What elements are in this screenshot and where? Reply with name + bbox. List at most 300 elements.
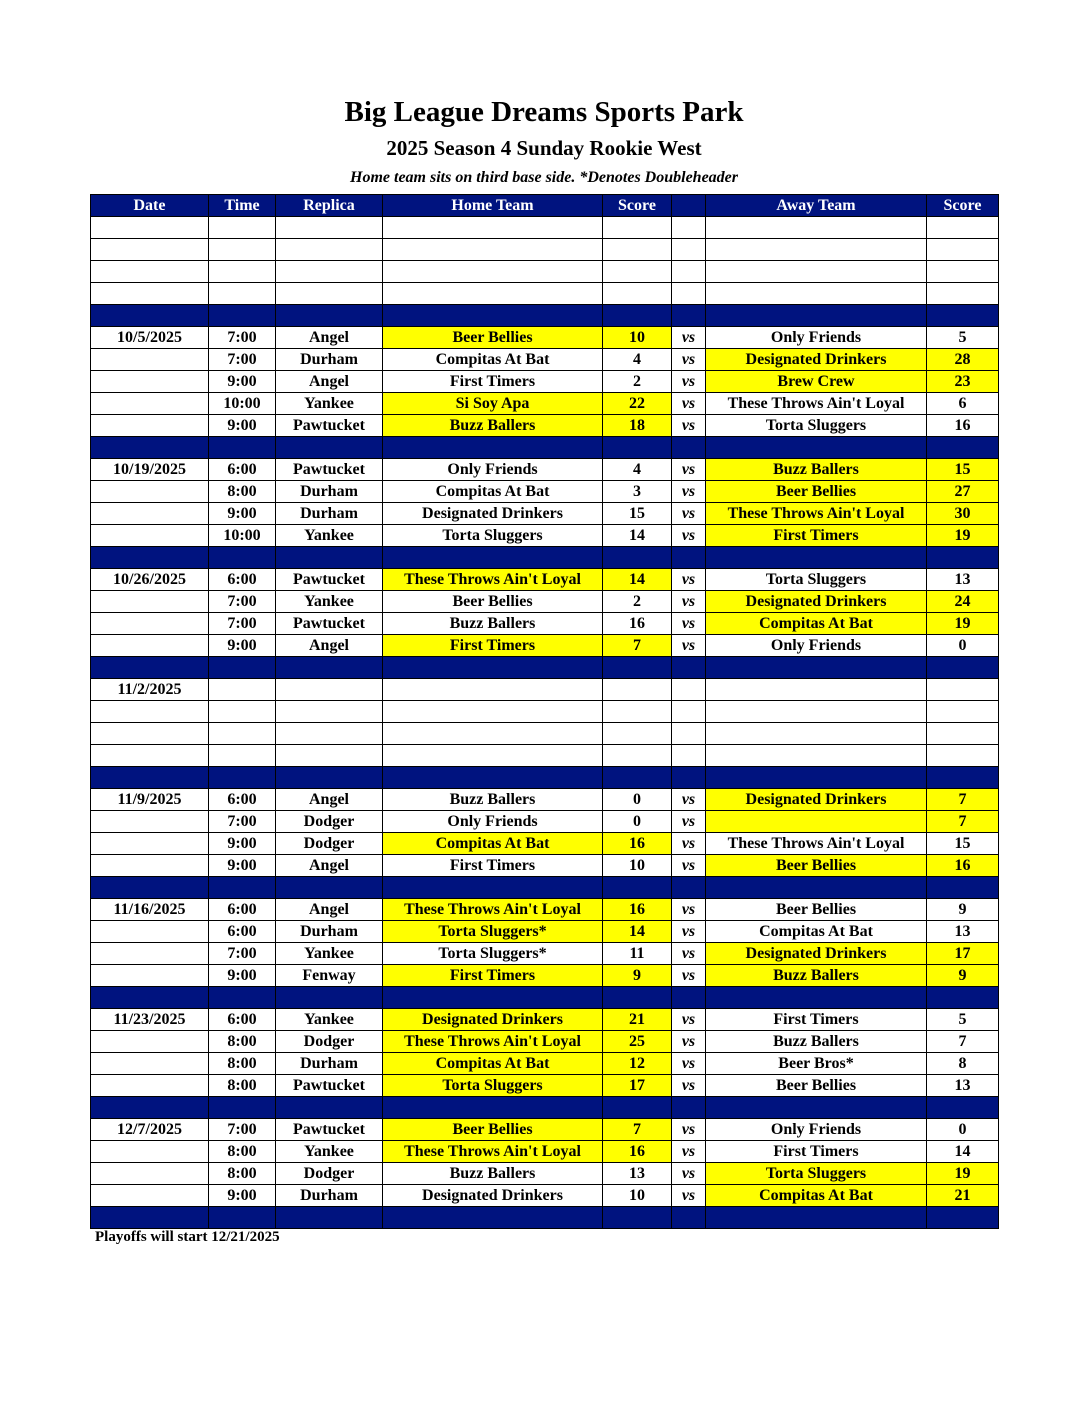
page-subtitle: 2025 Season 4 Sunday Rookie West: [386, 136, 702, 160]
away-score-cell: [927, 305, 999, 327]
replica-cell: Dodger: [276, 1163, 383, 1185]
replica-cell: [276, 283, 383, 305]
date-cell: [91, 503, 209, 525]
game-row: [91, 613, 999, 635]
home-team-cell: Designated Drinkers: [383, 1185, 603, 1207]
away-team-cell: Compitas At Bat: [706, 921, 927, 943]
away-team-cell: Only Friends: [706, 1119, 927, 1141]
date-cell: [91, 635, 209, 657]
home-score-cell: 18: [603, 415, 672, 437]
replica-cell: Pawtucket: [276, 1075, 383, 1097]
date-cell: [91, 657, 209, 679]
home-team-cell: [383, 723, 603, 745]
away-team-cell: [706, 261, 927, 283]
time-cell: [209, 547, 276, 569]
vs-cell: vs: [672, 613, 706, 635]
vs-cell: [672, 1097, 706, 1119]
game-row: [91, 459, 999, 481]
time-cell: [209, 657, 276, 679]
home-score-cell: [603, 437, 672, 459]
replica-cell: [276, 217, 383, 239]
away-team-cell: [706, 239, 927, 261]
blank-row: [91, 701, 999, 723]
week-separator-row: [91, 1097, 999, 1119]
replica-cell: Durham: [276, 481, 383, 503]
schedule-body: [91, 217, 999, 1229]
home-team-cell: Designated Drinkers: [383, 503, 603, 525]
home-team-cell: [383, 767, 603, 789]
away-score-cell: [927, 1097, 999, 1119]
home-score-cell: [603, 239, 672, 261]
date-cell: [91, 965, 209, 987]
game-row: [91, 921, 999, 943]
home-score-cell: 10: [603, 327, 672, 349]
time-cell: 9:00: [209, 965, 276, 987]
away-score-cell: 6: [927, 393, 999, 415]
away-team-cell: Beer Bellies: [706, 481, 927, 503]
vs-cell: [672, 877, 706, 899]
header-home-team: Home Team: [383, 195, 603, 217]
away-team-cell: Torta Sluggers: [706, 415, 927, 437]
vs-cell: [672, 437, 706, 459]
away-score-cell: 14: [927, 1141, 999, 1163]
vs-cell: [672, 261, 706, 283]
replica-cell: Pawtucket: [276, 613, 383, 635]
vs-cell: vs: [672, 393, 706, 415]
home-score-cell: 12: [603, 1053, 672, 1075]
vs-cell: [672, 283, 706, 305]
game-row: [91, 789, 999, 811]
replica-cell: Angel: [276, 899, 383, 921]
blank-row: [91, 283, 999, 305]
away-score-cell: 9: [927, 965, 999, 987]
replica-cell: [276, 679, 383, 701]
vs-cell: [672, 723, 706, 745]
away-score-cell: [927, 437, 999, 459]
home-team-cell: [383, 987, 603, 1009]
replica-cell: Pawtucket: [276, 1119, 383, 1141]
replica-cell: Angel: [276, 855, 383, 877]
date-cell: [91, 723, 209, 745]
home-score-cell: 3: [603, 481, 672, 503]
date-cell: [91, 1097, 209, 1119]
time-cell: 8:00: [209, 1053, 276, 1075]
home-team-cell: Buzz Ballers: [383, 415, 603, 437]
away-team-cell: [706, 437, 927, 459]
away-team-cell: [706, 811, 927, 833]
header-away-team: Away Team: [706, 195, 927, 217]
away-score-cell: 7: [927, 1031, 999, 1053]
away-team-cell: [706, 877, 927, 899]
away-team-cell: Beer Bellies: [706, 1075, 927, 1097]
vs-cell: vs: [672, 789, 706, 811]
home-score-cell: 16: [603, 613, 672, 635]
date-cell: [91, 305, 209, 327]
time-cell: 8:00: [209, 1141, 276, 1163]
home-score-cell: [603, 261, 672, 283]
home-team-cell: Compitas At Bat: [383, 481, 603, 503]
home-team-cell: [383, 239, 603, 261]
home-team-cell: Buzz Ballers: [383, 613, 603, 635]
replica-cell: [276, 987, 383, 1009]
date-cell: 12/7/2025: [91, 1119, 209, 1141]
week-separator-row: [91, 305, 999, 327]
away-team-cell: Beer Bellies: [706, 899, 927, 921]
away-score-cell: 30: [927, 503, 999, 525]
replica-cell: [276, 547, 383, 569]
away-team-cell: [706, 723, 927, 745]
replica-cell: Angel: [276, 327, 383, 349]
game-row: [91, 1009, 999, 1031]
date-cell: 11/2/2025: [91, 679, 209, 701]
vs-cell: [672, 217, 706, 239]
home-score-cell: 16: [603, 1141, 672, 1163]
away-score-cell: 0: [927, 635, 999, 657]
vs-cell: [672, 745, 706, 767]
away-score-cell: [927, 1207, 999, 1229]
date-cell: [91, 437, 209, 459]
away-score-cell: [927, 547, 999, 569]
date-cell: [91, 261, 209, 283]
date-cell: [91, 767, 209, 789]
home-team-cell: First Timers: [383, 855, 603, 877]
away-team-cell: These Throws Ain't Loyal: [706, 503, 927, 525]
vs-cell: vs: [672, 415, 706, 437]
time-cell: [209, 987, 276, 1009]
vs-cell: vs: [672, 1119, 706, 1141]
replica-cell: Yankee: [276, 525, 383, 547]
game-row: [91, 327, 999, 349]
home-score-cell: 2: [603, 591, 672, 613]
vs-cell: vs: [672, 459, 706, 481]
away-score-cell: 9: [927, 899, 999, 921]
week-separator-row: [91, 547, 999, 569]
replica-cell: Yankee: [276, 1009, 383, 1031]
replica-cell: Durham: [276, 349, 383, 371]
date-cell: [91, 1075, 209, 1097]
game-row: [91, 1163, 999, 1185]
away-team-cell: [706, 767, 927, 789]
away-team-cell: Beer Bros*: [706, 1053, 927, 1075]
game-row: [91, 1141, 999, 1163]
time-cell: [209, 437, 276, 459]
home-score-cell: 7: [603, 635, 672, 657]
home-team-cell: These Throws Ain't Loyal: [383, 899, 603, 921]
vs-cell: [672, 305, 706, 327]
home-team-cell: [383, 701, 603, 723]
home-team-cell: Si Soy Apa: [383, 393, 603, 415]
replica-cell: Dodger: [276, 811, 383, 833]
time-cell: 6:00: [209, 459, 276, 481]
vs-cell: vs: [672, 921, 706, 943]
game-row: [91, 371, 999, 393]
away-score-cell: 8: [927, 1053, 999, 1075]
away-score-cell: [927, 239, 999, 261]
date-cell: 10/19/2025: [91, 459, 209, 481]
game-row: [91, 635, 999, 657]
vs-cell: vs: [672, 481, 706, 503]
blank-row: [91, 261, 999, 283]
home-team-cell: Torta Sluggers*: [383, 943, 603, 965]
away-score-cell: [927, 745, 999, 767]
week-separator-row: [91, 767, 999, 789]
game-row: [91, 525, 999, 547]
replica-cell: Angel: [276, 789, 383, 811]
vs-cell: vs: [672, 503, 706, 525]
home-score-cell: 14: [603, 921, 672, 943]
time-cell: 6:00: [209, 921, 276, 943]
home-team-cell: Torta Sluggers*: [383, 921, 603, 943]
vs-cell: vs: [672, 943, 706, 965]
away-score-cell: 0: [927, 1119, 999, 1141]
away-team-cell: Designated Drinkers: [706, 591, 927, 613]
game-row: [91, 1031, 999, 1053]
date-cell: [91, 239, 209, 261]
replica-cell: Dodger: [276, 1031, 383, 1053]
game-row: [91, 1119, 999, 1141]
home-score-cell: [603, 1207, 672, 1229]
vs-cell: vs: [672, 1141, 706, 1163]
date-cell: [91, 591, 209, 613]
replica-cell: Pawtucket: [276, 569, 383, 591]
vs-cell: [672, 1207, 706, 1229]
header-date: Date: [91, 195, 209, 217]
replica-cell: Angel: [276, 635, 383, 657]
date-cell: [91, 1031, 209, 1053]
time-cell: 9:00: [209, 855, 276, 877]
away-team-cell: Buzz Ballers: [706, 1031, 927, 1053]
away-team-cell: [706, 679, 927, 701]
date-cell: [91, 481, 209, 503]
home-team-cell: [383, 305, 603, 327]
time-cell: 9:00: [209, 635, 276, 657]
time-cell: 6:00: [209, 1009, 276, 1031]
home-score-cell: 7: [603, 1119, 672, 1141]
vs-cell: vs: [672, 591, 706, 613]
vs-cell: vs: [672, 371, 706, 393]
date-cell: [91, 547, 209, 569]
replica-cell: [276, 305, 383, 327]
home-team-cell: Beer Bellies: [383, 591, 603, 613]
home-team-cell: First Timers: [383, 635, 603, 657]
home-score-cell: [603, 987, 672, 1009]
away-team-cell: [706, 657, 927, 679]
home-team-cell: These Throws Ain't Loyal: [383, 1031, 603, 1053]
away-team-cell: Torta Sluggers: [706, 569, 927, 591]
away-score-cell: [927, 877, 999, 899]
vs-cell: [672, 679, 706, 701]
away-score-cell: 7: [927, 811, 999, 833]
away-team-cell: [706, 283, 927, 305]
away-team-cell: Only Friends: [706, 635, 927, 657]
home-team-cell: Designated Drinkers: [383, 1009, 603, 1031]
replica-cell: Fenway: [276, 965, 383, 987]
home-score-cell: [603, 767, 672, 789]
vs-cell: vs: [672, 833, 706, 855]
away-team-cell: These Throws Ain't Loyal: [706, 393, 927, 415]
home-team-cell: Compitas At Bat: [383, 833, 603, 855]
date-cell: [91, 415, 209, 437]
away-score-cell: 13: [927, 921, 999, 943]
time-cell: [209, 1207, 276, 1229]
away-score-cell: 19: [927, 1163, 999, 1185]
blank-row: [91, 239, 999, 261]
home-team-cell: [383, 1207, 603, 1229]
date-cell: [91, 943, 209, 965]
home-score-cell: [603, 305, 672, 327]
game-row: [91, 1053, 999, 1075]
time-cell: 7:00: [209, 811, 276, 833]
replica-cell: [276, 261, 383, 283]
date-cell: [91, 987, 209, 1009]
date-cell: [91, 1163, 209, 1185]
date-cell: [91, 1141, 209, 1163]
home-team-cell: Only Friends: [383, 811, 603, 833]
home-team-cell: [383, 217, 603, 239]
replica-cell: Durham: [276, 503, 383, 525]
replica-cell: [276, 1097, 383, 1119]
away-team-cell: Buzz Ballers: [706, 459, 927, 481]
footer-note: Playoffs will start 12/21/2025: [95, 1229, 280, 1245]
away-score-cell: [927, 723, 999, 745]
replica-cell: [276, 239, 383, 261]
away-team-cell: [706, 1207, 927, 1229]
away-score-cell: 19: [927, 525, 999, 547]
replica-cell: Angel: [276, 371, 383, 393]
time-cell: 7:00: [209, 327, 276, 349]
home-team-cell: Only Friends: [383, 459, 603, 481]
away-score-cell: [927, 283, 999, 305]
away-score-cell: [927, 987, 999, 1009]
away-score-cell: 16: [927, 855, 999, 877]
home-score-cell: [603, 547, 672, 569]
vs-cell: vs: [672, 349, 706, 371]
replica-cell: Durham: [276, 921, 383, 943]
away-team-cell: First Timers: [706, 1141, 927, 1163]
replica-cell: [276, 701, 383, 723]
home-team-cell: Torta Sluggers: [383, 525, 603, 547]
replica-cell: [276, 767, 383, 789]
date-cell: [91, 855, 209, 877]
home-score-cell: 25: [603, 1031, 672, 1053]
time-cell: [209, 701, 276, 723]
time-cell: [209, 217, 276, 239]
away-team-cell: [706, 745, 927, 767]
time-cell: 7:00: [209, 1119, 276, 1141]
home-score-cell: [603, 679, 672, 701]
game-row: [91, 811, 999, 833]
away-team-cell: First Timers: [706, 1009, 927, 1031]
date-cell: [91, 833, 209, 855]
home-score-cell: 22: [603, 393, 672, 415]
time-cell: 8:00: [209, 481, 276, 503]
home-score-cell: [603, 723, 672, 745]
replica-cell: [276, 1207, 383, 1229]
vs-cell: vs: [672, 1031, 706, 1053]
away-score-cell: 5: [927, 327, 999, 349]
vs-cell: vs: [672, 525, 706, 547]
away-score-cell: [927, 657, 999, 679]
time-cell: [209, 239, 276, 261]
time-cell: 9:00: [209, 415, 276, 437]
vs-cell: vs: [672, 1009, 706, 1031]
away-score-cell: 15: [927, 459, 999, 481]
time-cell: [209, 1097, 276, 1119]
home-score-cell: 11: [603, 943, 672, 965]
home-team-cell: [383, 1097, 603, 1119]
vs-cell: [672, 547, 706, 569]
vs-cell: [672, 239, 706, 261]
vs-cell: [672, 767, 706, 789]
date-cell: [91, 701, 209, 723]
home-score-cell: [603, 745, 672, 767]
home-score-cell: [603, 283, 672, 305]
home-team-cell: First Timers: [383, 371, 603, 393]
header-time: Time: [209, 195, 276, 217]
away-team-cell: [706, 1097, 927, 1119]
game-row: [91, 591, 999, 613]
away-score-cell: 5: [927, 1009, 999, 1031]
date-cell: [91, 921, 209, 943]
time-cell: 9:00: [209, 833, 276, 855]
home-score-cell: 14: [603, 525, 672, 547]
home-team-cell: These Throws Ain't Loyal: [383, 1141, 603, 1163]
home-team-cell: Torta Sluggers: [383, 1075, 603, 1097]
vs-cell: vs: [672, 811, 706, 833]
away-score-cell: [927, 701, 999, 723]
home-score-cell: [603, 1097, 672, 1119]
time-cell: [209, 679, 276, 701]
home-team-cell: [383, 877, 603, 899]
away-score-cell: 15: [927, 833, 999, 855]
time-cell: [209, 261, 276, 283]
replica-cell: Pawtucket: [276, 459, 383, 481]
replica-cell: [276, 745, 383, 767]
date-cell: 11/23/2025: [91, 1009, 209, 1031]
header-away-score: Score: [927, 195, 999, 217]
home-team-cell: [383, 261, 603, 283]
home-score-cell: [603, 217, 672, 239]
header-replica: Replica: [276, 195, 383, 217]
time-cell: 10:00: [209, 525, 276, 547]
replica-cell: Yankee: [276, 943, 383, 965]
home-score-cell: 16: [603, 833, 672, 855]
home-score-cell: 17: [603, 1075, 672, 1097]
away-team-cell: These Throws Ain't Loyal: [706, 833, 927, 855]
time-cell: 9:00: [209, 371, 276, 393]
replica-cell: [276, 657, 383, 679]
date-cell: [91, 217, 209, 239]
game-row: [91, 943, 999, 965]
date-cell: 11/16/2025: [91, 899, 209, 921]
time-cell: 6:00: [209, 569, 276, 591]
home-team-cell: Beer Bellies: [383, 1119, 603, 1141]
time-cell: [209, 723, 276, 745]
game-row: [91, 393, 999, 415]
home-score-cell: 10: [603, 855, 672, 877]
game-row: [91, 899, 999, 921]
home-team-cell: [383, 679, 603, 701]
time-cell: 7:00: [209, 613, 276, 635]
game-row: [91, 349, 999, 371]
time-cell: [209, 283, 276, 305]
home-team-cell: [383, 283, 603, 305]
schedule-table: [90, 194, 999, 1229]
header-home-score: Score: [603, 195, 672, 217]
date-cell: [91, 811, 209, 833]
header-row: [91, 195, 999, 217]
away-team-cell: Designated Drinkers: [706, 943, 927, 965]
